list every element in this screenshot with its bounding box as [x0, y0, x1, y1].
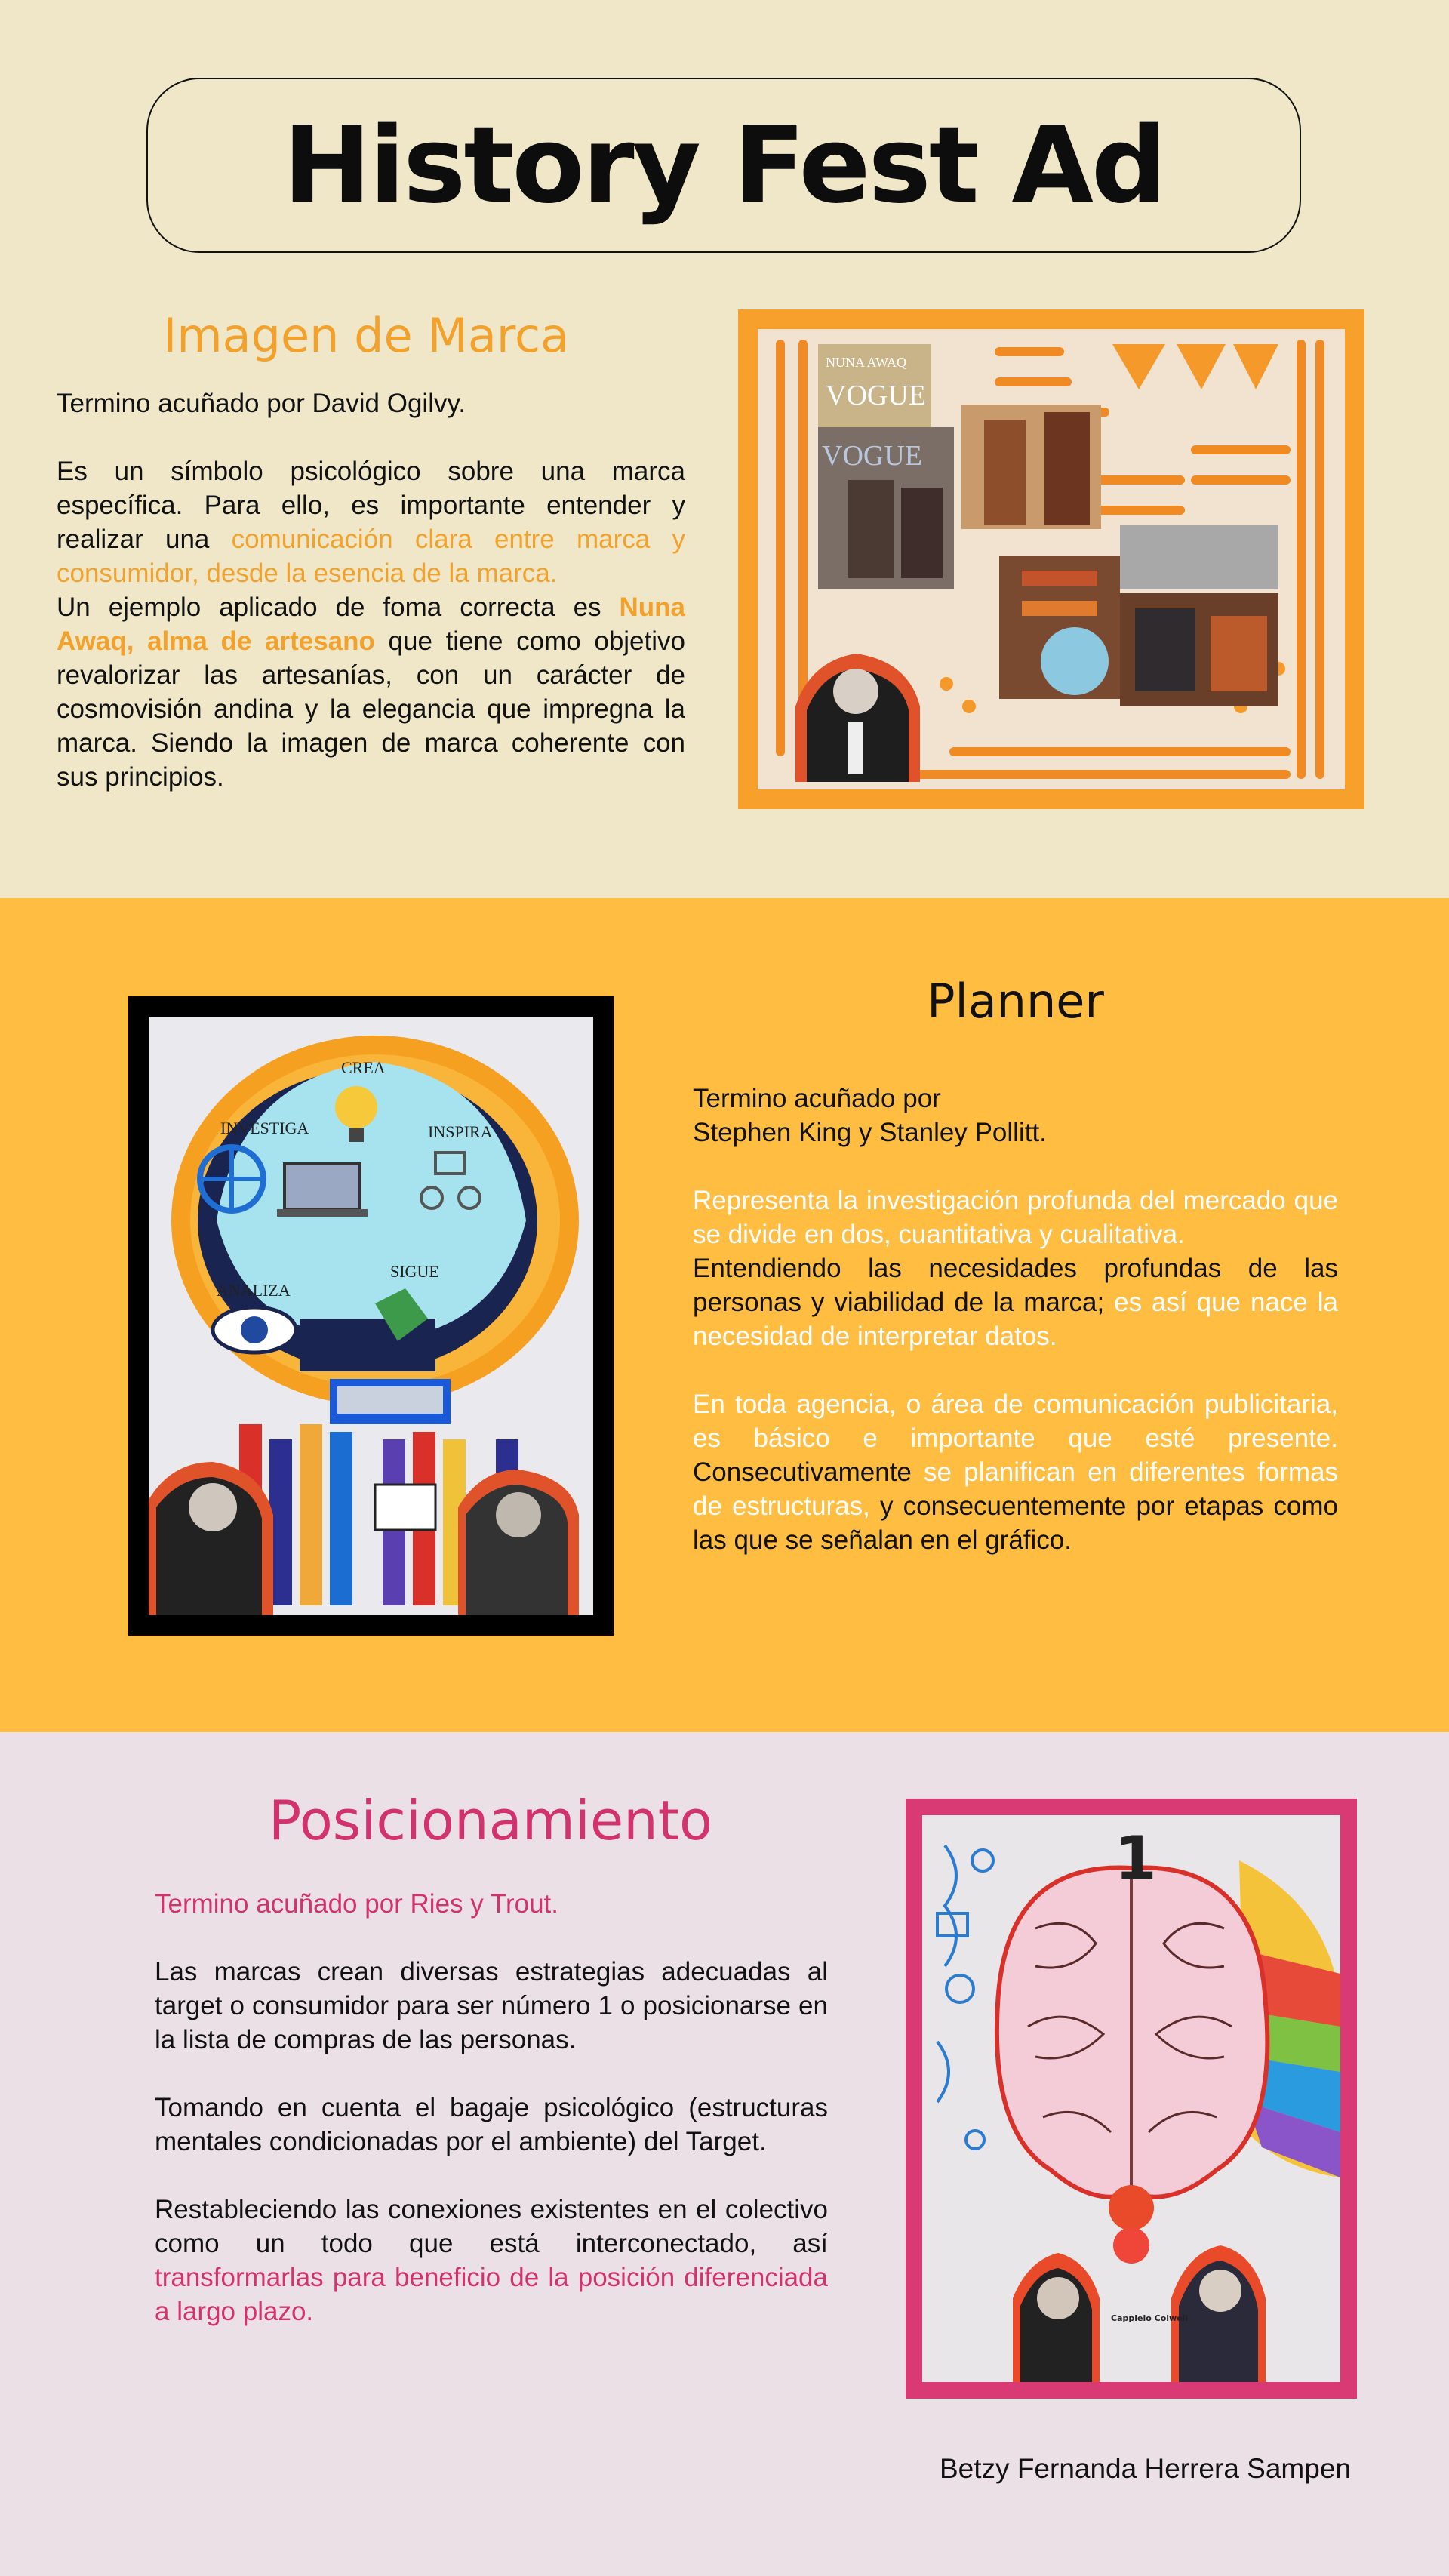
- posicion-intro: Termino acuñado por Ries y Trout.: [155, 1889, 558, 1919]
- planner-paragraph-3: En toda agencia, o área de comunicación publicitaria, es básico e importante que esté presente. Consecutivamente se planifican en diferentes formas de estructuras, y consecuentemente por etapas como las que se señalan en el gráfico.: [693, 1390, 1339, 1555]
- label-inspira: INSPIRA: [428, 1122, 493, 1141]
- heading-planner: Planner: [927, 974, 1104, 1029]
- label-investiga: INVESTIGA: [220, 1119, 309, 1137]
- posicion-paragraph-1: Las marcas crean diversas estrategias adecuadas al target o consumidor para ser número 1 o posicionarse en la lista de compras de las personas.: [155, 1957, 828, 2054]
- brain-graphic: [922, 1815, 1340, 2382]
- label-crea: CREA: [341, 1058, 386, 1077]
- heading-imagen-de-marca: Imagen de Marca: [162, 308, 570, 363]
- planner-intro-1: Termino acuñado por: [693, 1084, 941, 1113]
- posicionamiento-collage-image: [906, 1799, 1357, 2399]
- planner-intro-2: Stephen King y Stanley Pollitt.: [693, 1118, 1047, 1147]
- author-signature: Betzy Fernanda Herrera Sampen: [940, 2453, 1351, 2484]
- posicion-text: [155, 1887, 828, 2328]
- collage-graphic: [758, 329, 1345, 789]
- title-banner: [146, 78, 1301, 253]
- nuna-awaq-collage-image: [738, 309, 1364, 809]
- marca-paragraph-2: Un ejemplo aplicado de foma correcta es Nuna Awaq, alma de artesano que tiene como objetivo revalorizar las artesanías, con un carácter de cosmovisión andina y la elegancia que impregna la marca. Siendo la imagen de marca coherente con sus principios.: [57, 592, 685, 792]
- label-sigue: SIGUE: [390, 1262, 439, 1281]
- marca-intro: Termino acuñado por David Ogilvy.: [57, 389, 466, 418]
- posicion-paragraph-2: Tomando en cuenta el bagaje psicológico (estructuras mentales condicionadas por el ambiente) del Target.: [155, 2093, 828, 2156]
- planner-collage-image: [128, 996, 614, 1636]
- label-analiza: ANALIZA: [217, 1281, 291, 1300]
- collage-caption: Cappielo Colwell: [1111, 2313, 1189, 2323]
- collage-text-nuna: NUNA AWAQ: [826, 355, 907, 370]
- collage-text-vogue: VOGUE: [826, 380, 926, 411]
- brain-number-one: 1: [1115, 1824, 1157, 1894]
- section-imagen-de-marca: [0, 0, 1449, 898]
- section-planner: [0, 898, 1449, 1732]
- collage-text-vogue-2: VOGUE: [822, 440, 922, 472]
- marca-paragraph-1: Es un símbolo psicológico sobre una marca específica. Para ello, es importante entender y realizar una comunicación clara entre marca y consumidor, desde la esencia de la marca.: [57, 457, 685, 588]
- heading-posicionamiento: Posicionamiento: [268, 1789, 713, 1852]
- planner-graphic: [149, 1017, 593, 1615]
- posicion-paragraph-3: Restableciendo las conexiones existentes en el colectivo como un todo que está interconectado, así transformarlas para beneficio de la posición diferenciada a largo plazo.: [155, 2195, 828, 2326]
- page-title: History Fest Ad: [282, 103, 1165, 227]
- planner-paragraph-2: Entendiendo las necesidades profundas de las personas y viabilidad de la marca; es así que nace la necesidad de interpretar datos.: [693, 1254, 1339, 1351]
- marca-text: [57, 386, 685, 794]
- section-posicionamiento: [0, 1732, 1449, 2576]
- planner-paragraph-1: Representa la investigación profunda del mercado que se divide en dos, cuantitativa y cualitativa.: [693, 1186, 1338, 1249]
- planner-text: [693, 1082, 1338, 1557]
